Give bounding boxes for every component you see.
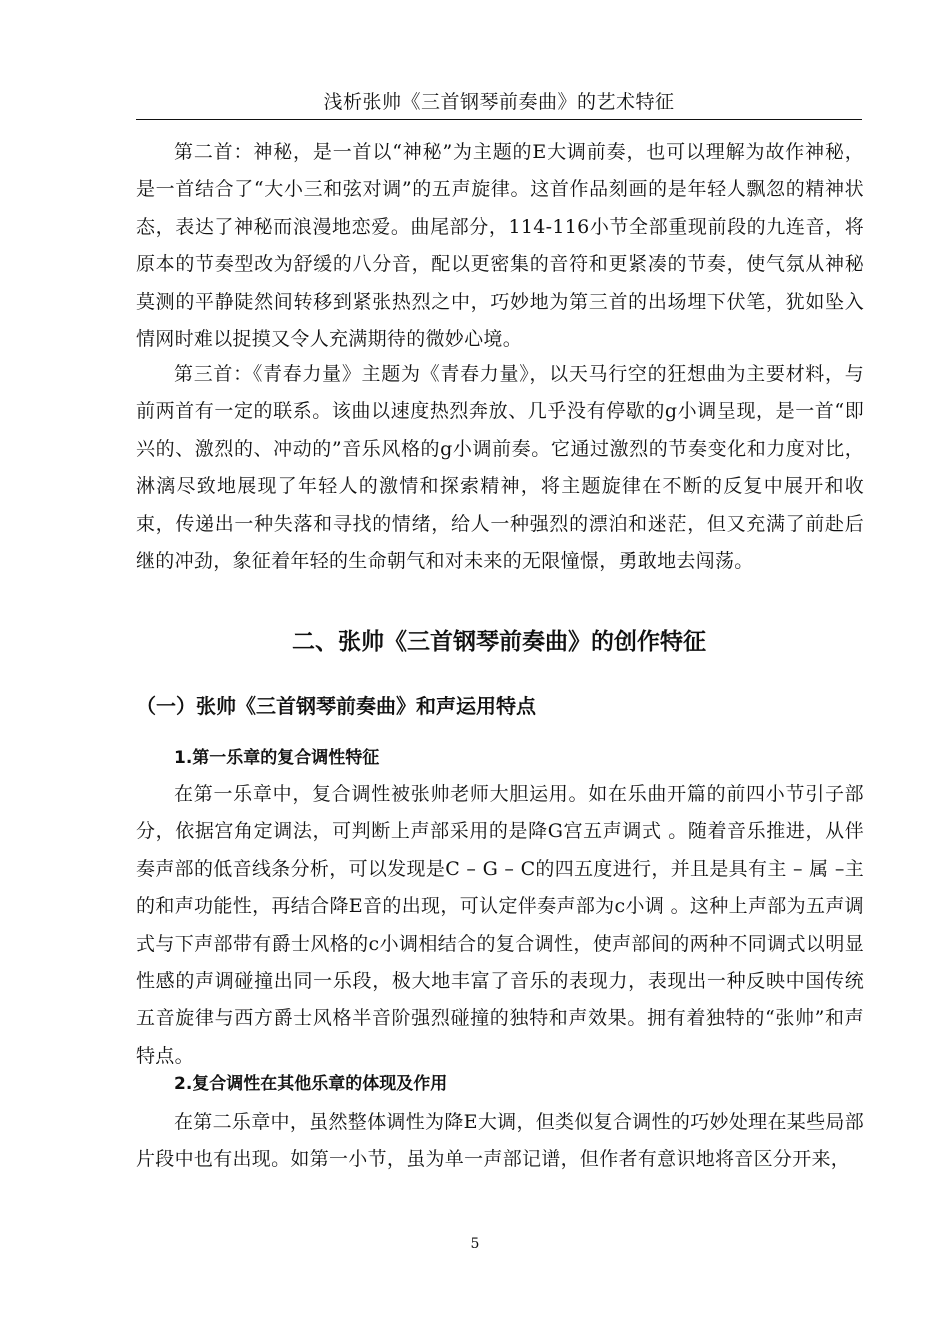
body-text: 第二首：神秘，是一首以“神秘”为主题的E大调前奏，也可以理解为故作神秘，是一首结合了“大小三和弦对调”的五声旋律。这首作品刻画的是年轻人飘忽的精神状态，表达了神秘而浪漫地恋爱。曲尾部分，114-116小节全部重现前段的九连音，将原本的节奏型改为舒缓的八分音，配以更密集的音符和更紧凑的节奏，使气氛从神秘莫测的平静陡然间转移到紧张热烈之中，巧妙地为第三首的出场埋下伏笔，犹如坠入情网时难以捉摸又令人充满期待的微妙心境。 (136, 141, 864, 351)
paragraph-first-movement (136, 776, 864, 1075)
paragraph-second-movement (136, 1104, 864, 1179)
subsection-heading: （一）张帅《三首钢琴前奏曲》和声运用特点 (136, 694, 536, 718)
item-heading-2: 2.复合调性在其他乐章的体现及作用 (174, 1074, 448, 1094)
paragraph-third-prelude (136, 356, 864, 580)
page-number: 5 (470, 1236, 480, 1252)
paragraph-second-prelude (136, 134, 864, 358)
section-heading: 二、张帅《三首钢琴前奏曲》的创作特征 (292, 629, 706, 655)
body-text: 在第二乐章中，虽然整体调性为降E大调，但类似复合调性的巧妙处理在某些局部片段中也有出现。如第一小节，虽为单一声部记谱，但作者有意识地将音区分开来， (136, 1111, 864, 1171)
body-text: 第三首：《青春力量》主题为《青春力量》，以天马行空的狂想曲为主要材料，与前两首有一定的联系。该曲以速度热烈奔放、几乎没有停歇的g小调呈现，是一首“即兴的、激烈的、冲动的”音乐风格的g小调前奏。它通过激烈的节奏变化和力度对比，淋漓尽致地展现了年轻人的激情和探索精神，将主题旋律在不断的反复中展开和收束，传递出一种失落和寻找的情绪，给人一种强烈的漂泊和迷茫，但又充满了前赴后继的冲劲，象征着年轻的生命朝气和对未来的无限憧憬，勇敢地去闯荡。 (136, 363, 864, 573)
running-header: 浅析张帅《三首钢琴前奏曲》的艺术特征 (323, 91, 675, 113)
body-text: 在第一乐章中，复合调性被张帅老师大胆运用。如在乐曲开篇的前四小节引子部分，依据宫角定调法，可判断上声部采用的是降G宫五声调式 。随着音乐推进，从伴奏声部的低音线条分析，可以发现是C – G – C的四五度进行，并且是具有主 – 属 –主的和声功能性，再结合降E音的出现，可认定伴奏声部为c小调 。这种上声部为五声调式与下声部带有爵士风格的c小调相结合的复合调性，使声部间的两种不同调式以明显性感的声调碰撞出同一乐段，极大地丰富了音乐的表现力，表现出一种反映中国传统五音旋律与西方爵士风格半音阶强烈碰撞的独特和声效果。拥有着独特的“张帅”和声特点。 (136, 783, 864, 1067)
header-divider (136, 119, 862, 120)
item-heading-1: 1.第一乐章的复合调性特征 (174, 748, 380, 768)
